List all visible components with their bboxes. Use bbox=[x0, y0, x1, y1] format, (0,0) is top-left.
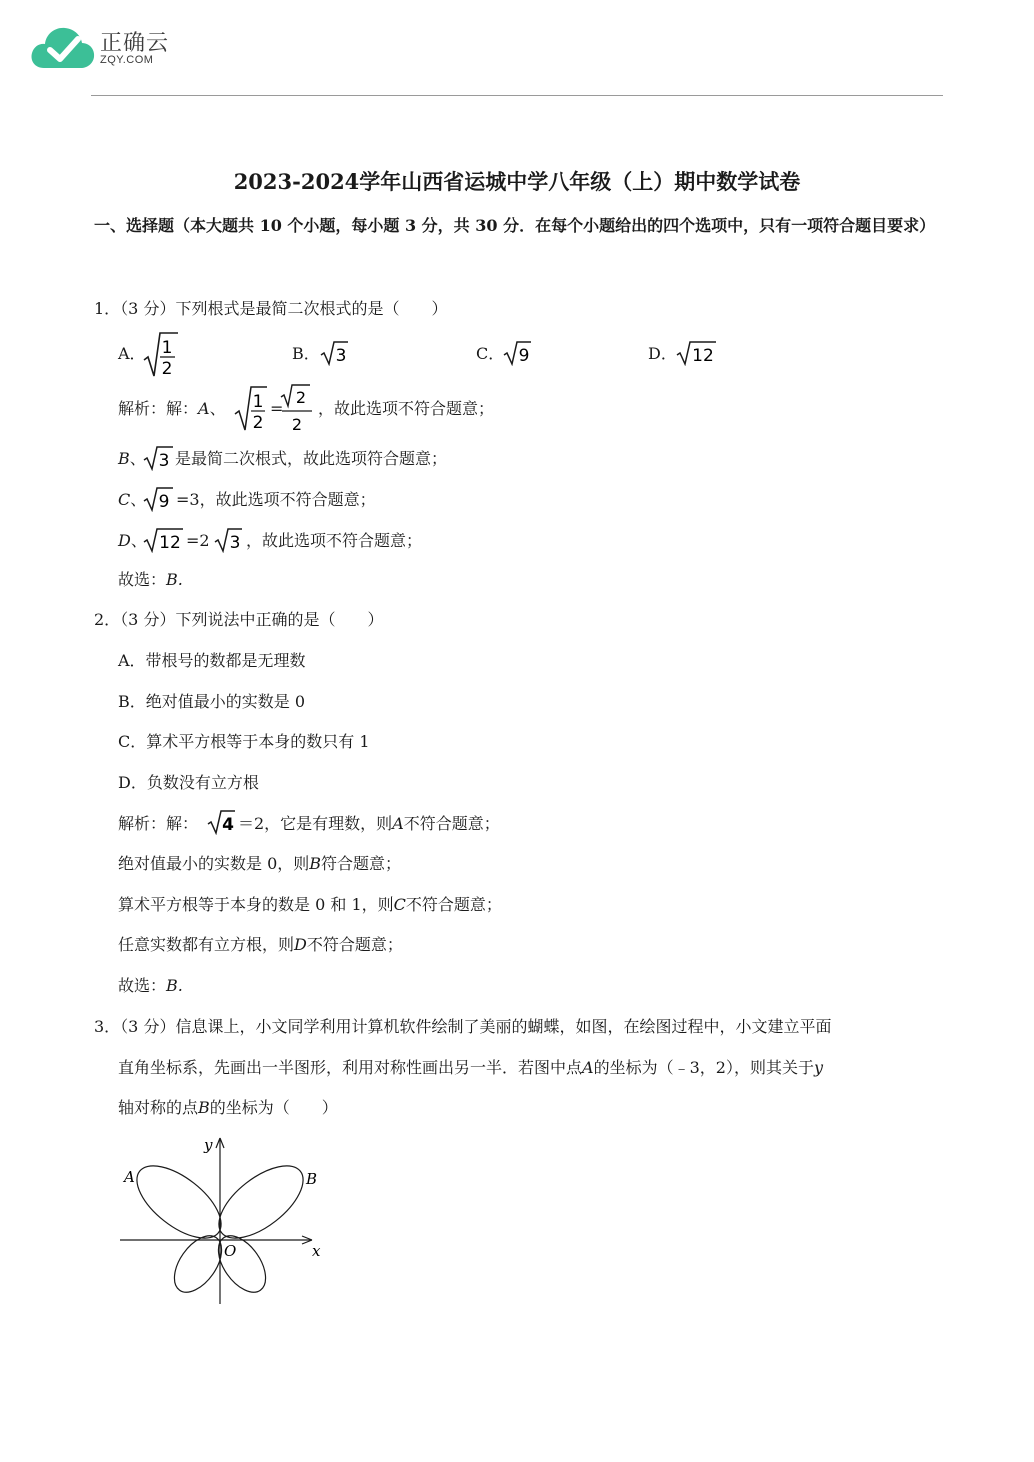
q1-option-d-label: D． bbox=[648, 344, 677, 363]
x-axis-label: x bbox=[312, 1242, 321, 1260]
q1-analysis-c-radical bbox=[143, 486, 175, 512]
brand-name-en: ZQY.COM bbox=[100, 54, 154, 66]
svg-text:3: 3 bbox=[229, 533, 241, 553]
page-title: 2023-2024学年山西省运城中学八年级（上）期中数学试卷 bbox=[233, 169, 801, 194]
q3-stem-line1: 3．（3 分）信息课上，小文同学利用计算机软件绘制了美丽的蝴蝶，如图，在绘图过程中，小文建立平面 bbox=[94, 1017, 832, 1036]
q1-option-b-radical bbox=[320, 340, 350, 366]
q2-analysis-line4: 任意实数都有立方根，则D不符合题意； bbox=[118, 935, 403, 954]
left-upper-wing bbox=[125, 1152, 233, 1251]
q1-option-a-num: 1 bbox=[161, 338, 173, 358]
q1-analysis-a-tag: A bbox=[198, 399, 210, 418]
q2-analysis-prefix: 解析：解： bbox=[118, 814, 199, 833]
q1-option-d-value: 12 bbox=[692, 346, 714, 366]
q1-analysis-b-tag: B、 bbox=[118, 449, 146, 468]
q3-stem-line3: 轴对称的点B的坐标为（ ） bbox=[118, 1098, 338, 1117]
header-divider bbox=[91, 95, 943, 96]
q1-stem: 1．（3 分）下列根式是最简二次根式的是（ ） bbox=[94, 299, 448, 318]
q1-analysis-prefix: 解析：解： bbox=[118, 399, 199, 418]
brand-name-cn: 正确云 bbox=[100, 31, 170, 56]
q1-option-a-radical bbox=[142, 330, 180, 380]
point-label-b: B bbox=[306, 1170, 318, 1188]
q1-option-d bbox=[648, 342, 677, 366]
q1-analysis-a-eq: = bbox=[270, 399, 284, 418]
q1-analysis-d-text: ，故此选项不符合题意； bbox=[246, 531, 423, 550]
section-heading: 一、选择题（本大题共 10 个小题，每小题 3 分，共 30 分．在每个小题给出的四个选项中，只有一项符合题目要求） bbox=[94, 216, 936, 235]
svg-text:9: 9 bbox=[158, 492, 170, 512]
q1-analysis-d-rhs-radical bbox=[214, 527, 244, 553]
svg-text:12: 12 bbox=[159, 533, 181, 553]
q3-stem-line2: 直角坐标系，先画出一半图形，利用对称性画出另一半．若图中点A的坐标为（﹣3，2），则其关于y bbox=[118, 1058, 823, 1077]
q1-analysis-c-text: =3，故此选项不符合题意； bbox=[176, 490, 376, 509]
q1-analysis-a-start bbox=[118, 397, 226, 421]
q1-analysis-a-text: ，故此选项不符合题意； bbox=[318, 399, 495, 418]
svg-text:2: 2 bbox=[291, 415, 303, 434]
q2-analysis-line3: 算术平方根等于本身的数是 0 和 1，则C不符合题意； bbox=[118, 895, 502, 914]
q1-option-a-den: 2 bbox=[161, 359, 173, 379]
q1-answer: 故选：B. bbox=[118, 570, 183, 589]
q2-option-d: D．负数没有立方根 bbox=[118, 773, 259, 792]
q2-analysis-radical bbox=[207, 809, 237, 835]
q2-answer: 故选：B. bbox=[118, 976, 183, 995]
q2-stem: 2．（3 分）下列说法中正确的是（ ） bbox=[94, 610, 384, 629]
q1-analysis-d-tag: D、 bbox=[118, 531, 147, 550]
q1-option-b bbox=[292, 342, 320, 366]
point-label-a: A bbox=[124, 1168, 135, 1186]
cloud-check-icon bbox=[30, 22, 96, 72]
svg-text:4: 4 bbox=[222, 815, 234, 835]
q1-analysis-a-radical bbox=[233, 384, 269, 434]
q1-option-d-radical bbox=[676, 340, 718, 366]
q1-analysis-c-tag: C、 bbox=[118, 490, 147, 509]
svg-text:2: 2 bbox=[252, 413, 264, 433]
q1-option-c-value: 9 bbox=[518, 346, 530, 366]
q3-butterfly-figure bbox=[116, 1134, 332, 1308]
q2-analysis-line1: ＝2，它是有理数，则A不符合题意； bbox=[238, 814, 500, 833]
q1-option-c-label: C． bbox=[476, 344, 505, 363]
q1-option-a-label: A． bbox=[118, 344, 146, 363]
q1-option-c-radical bbox=[503, 340, 533, 366]
q1-analysis-a-sep: 、 bbox=[209, 399, 226, 418]
q1-analysis-a-rhs bbox=[280, 383, 316, 435]
q1-option-b-label: B． bbox=[292, 344, 320, 363]
q1-analysis-d-radical bbox=[143, 527, 185, 553]
y-axis-label: y bbox=[204, 1136, 213, 1154]
q1-analysis-d-eq: =2 bbox=[186, 531, 210, 550]
svg-text:1: 1 bbox=[252, 392, 264, 412]
q2-option-c: C．算术平方根等于本身的数只有 1 bbox=[118, 732, 370, 751]
q2-option-a: A．带根号的数都是无理数 bbox=[118, 651, 306, 670]
svg-text:3: 3 bbox=[158, 451, 170, 471]
q2-analysis-line2: 绝对值最小的实数是 0，则B符合题意； bbox=[118, 854, 402, 873]
svg-text:2: 2 bbox=[295, 388, 307, 407]
q1-option-c bbox=[476, 342, 504, 366]
right-upper-wing bbox=[207, 1152, 318, 1251]
q1-analysis-b-radical bbox=[143, 445, 175, 471]
q1-option-b-value: 3 bbox=[335, 346, 347, 366]
q1-analysis-b-text: 是最简二次根式，故此选项符合题意； bbox=[175, 449, 448, 468]
origin-label: O bbox=[224, 1242, 237, 1260]
q2-option-b: B．绝对值最小的实数是 0 bbox=[118, 692, 306, 711]
